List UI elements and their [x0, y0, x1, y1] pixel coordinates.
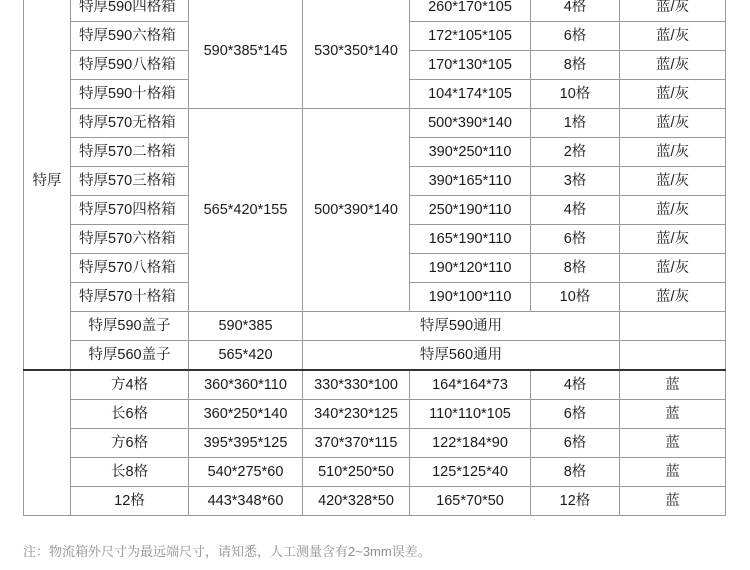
- grid-count: 4格: [531, 0, 620, 22]
- table-row: [24, 400, 726, 429]
- product-name: 特厚570无格箱: [71, 109, 189, 138]
- product-name: 特厚590八格箱: [71, 51, 189, 80]
- empty-cell: [620, 341, 726, 371]
- table-row: [24, 487, 726, 516]
- outer-size: 443*348*60: [189, 487, 303, 516]
- compartment-size: 390*165*110: [410, 167, 531, 196]
- outer-size: 395*395*125: [189, 429, 303, 458]
- category-cell-empty: [24, 370, 71, 516]
- product-name: 特厚570六格箱: [71, 225, 189, 254]
- grid-count: 3格: [531, 167, 620, 196]
- color-cell: 蓝: [620, 400, 726, 429]
- grid-count: 2格: [531, 138, 620, 167]
- compartment-size: 190*120*110: [410, 254, 531, 283]
- outer-size: 590*385*145: [189, 0, 303, 109]
- product-name: 特厚590十格箱: [71, 80, 189, 109]
- product-name: 长8格: [71, 458, 189, 487]
- lid-fit: 特厚590通用: [303, 312, 620, 341]
- product-name: 特厚570四格箱: [71, 196, 189, 225]
- color-cell: 蓝/灰: [620, 167, 726, 196]
- compartment-size: 164*164*73: [410, 370, 531, 400]
- color-cell: 蓝/灰: [620, 51, 726, 80]
- table-row: [24, 458, 726, 487]
- color-cell: 蓝: [620, 429, 726, 458]
- color-cell: 蓝/灰: [620, 0, 726, 22]
- color-cell: 蓝/灰: [620, 283, 726, 312]
- table-row: [24, 341, 726, 371]
- color-cell: 蓝/灰: [620, 80, 726, 109]
- grid-count: 8格: [531, 254, 620, 283]
- compartment-size: 165*190*110: [410, 225, 531, 254]
- product-name: 12格: [71, 487, 189, 516]
- inner-size: 420*328*50: [303, 487, 410, 516]
- color-cell: 蓝/灰: [620, 22, 726, 51]
- table-row: [24, 312, 726, 341]
- compartment-size: 110*110*105: [410, 400, 531, 429]
- color-cell: 蓝: [620, 487, 726, 516]
- color-cell: 蓝/灰: [620, 225, 726, 254]
- lid-name: 特厚590盖子: [71, 312, 189, 341]
- compartment-size: 170*130*105: [410, 51, 531, 80]
- color-cell: 蓝: [620, 458, 726, 487]
- grid-count: 4格: [531, 196, 620, 225]
- product-name: 特厚570八格箱: [71, 254, 189, 283]
- grid-count: 6格: [531, 22, 620, 51]
- spec-table: [23, 0, 726, 516]
- table-row: [24, 429, 726, 458]
- product-name: 特厚570十格箱: [71, 283, 189, 312]
- footnote: 注：物流箱外尺寸为最远端尺寸，请知悉，人工测量含有2~3mm误差。: [23, 544, 431, 559]
- color-cell: 蓝/灰: [620, 196, 726, 225]
- table-row: [24, 370, 726, 400]
- outer-size: 360*250*140: [189, 400, 303, 429]
- grid-count: 6格: [531, 429, 620, 458]
- color-cell: 蓝: [620, 370, 726, 400]
- lid-size: 565*420: [189, 341, 303, 371]
- grid-count: 8格: [531, 51, 620, 80]
- grid-count: 8格: [531, 458, 620, 487]
- inner-size: 530*350*140: [303, 0, 410, 109]
- compartment-size: 190*100*110: [410, 283, 531, 312]
- product-name: 长6格: [71, 400, 189, 429]
- outer-size: 540*275*60: [189, 458, 303, 487]
- lid-size: 590*385: [189, 312, 303, 341]
- compartment-size: 500*390*140: [410, 109, 531, 138]
- grid-count: 6格: [531, 225, 620, 254]
- grid-count: 12格: [531, 487, 620, 516]
- color-cell: 蓝/灰: [620, 109, 726, 138]
- inner-size: 340*230*125: [303, 400, 410, 429]
- compartment-size: 122*184*90: [410, 429, 531, 458]
- compartment-size: 250*190*110: [410, 196, 531, 225]
- compartment-size: 390*250*110: [410, 138, 531, 167]
- compartment-size: 125*125*40: [410, 458, 531, 487]
- inner-size: 330*330*100: [303, 370, 410, 400]
- inner-size: 500*390*140: [303, 109, 410, 312]
- table-row: [24, 0, 726, 22]
- compartment-size: 172*105*105: [410, 22, 531, 51]
- product-name: 特厚570二格箱: [71, 138, 189, 167]
- compartment-size: 104*174*105: [410, 80, 531, 109]
- color-cell: 蓝/灰: [620, 138, 726, 167]
- inner-size: 370*370*115: [303, 429, 410, 458]
- grid-count: 4格: [531, 370, 620, 400]
- outer-size: 360*360*110: [189, 370, 303, 400]
- product-name: 方4格: [71, 370, 189, 400]
- grid-count: 10格: [531, 283, 620, 312]
- grid-count: 6格: [531, 400, 620, 429]
- product-name: 特厚590四格箱: [71, 0, 189, 22]
- product-name: 特厚590六格箱: [71, 22, 189, 51]
- compartment-size: 165*70*50: [410, 487, 531, 516]
- lid-fit: 特厚560通用: [303, 341, 620, 371]
- product-name: 方6格: [71, 429, 189, 458]
- outer-size: 565*420*155: [189, 109, 303, 312]
- category-cell: 特厚: [24, 0, 71, 370]
- grid-count: 1格: [531, 109, 620, 138]
- grid-count: 10格: [531, 80, 620, 109]
- lid-name: 特厚560盖子: [71, 341, 189, 371]
- product-name: 特厚570三格箱: [71, 167, 189, 196]
- table-row: [24, 109, 726, 138]
- compartment-size: 260*170*105: [410, 0, 531, 22]
- inner-size: 510*250*50: [303, 458, 410, 487]
- color-cell: 蓝/灰: [620, 254, 726, 283]
- empty-cell: [620, 312, 726, 341]
